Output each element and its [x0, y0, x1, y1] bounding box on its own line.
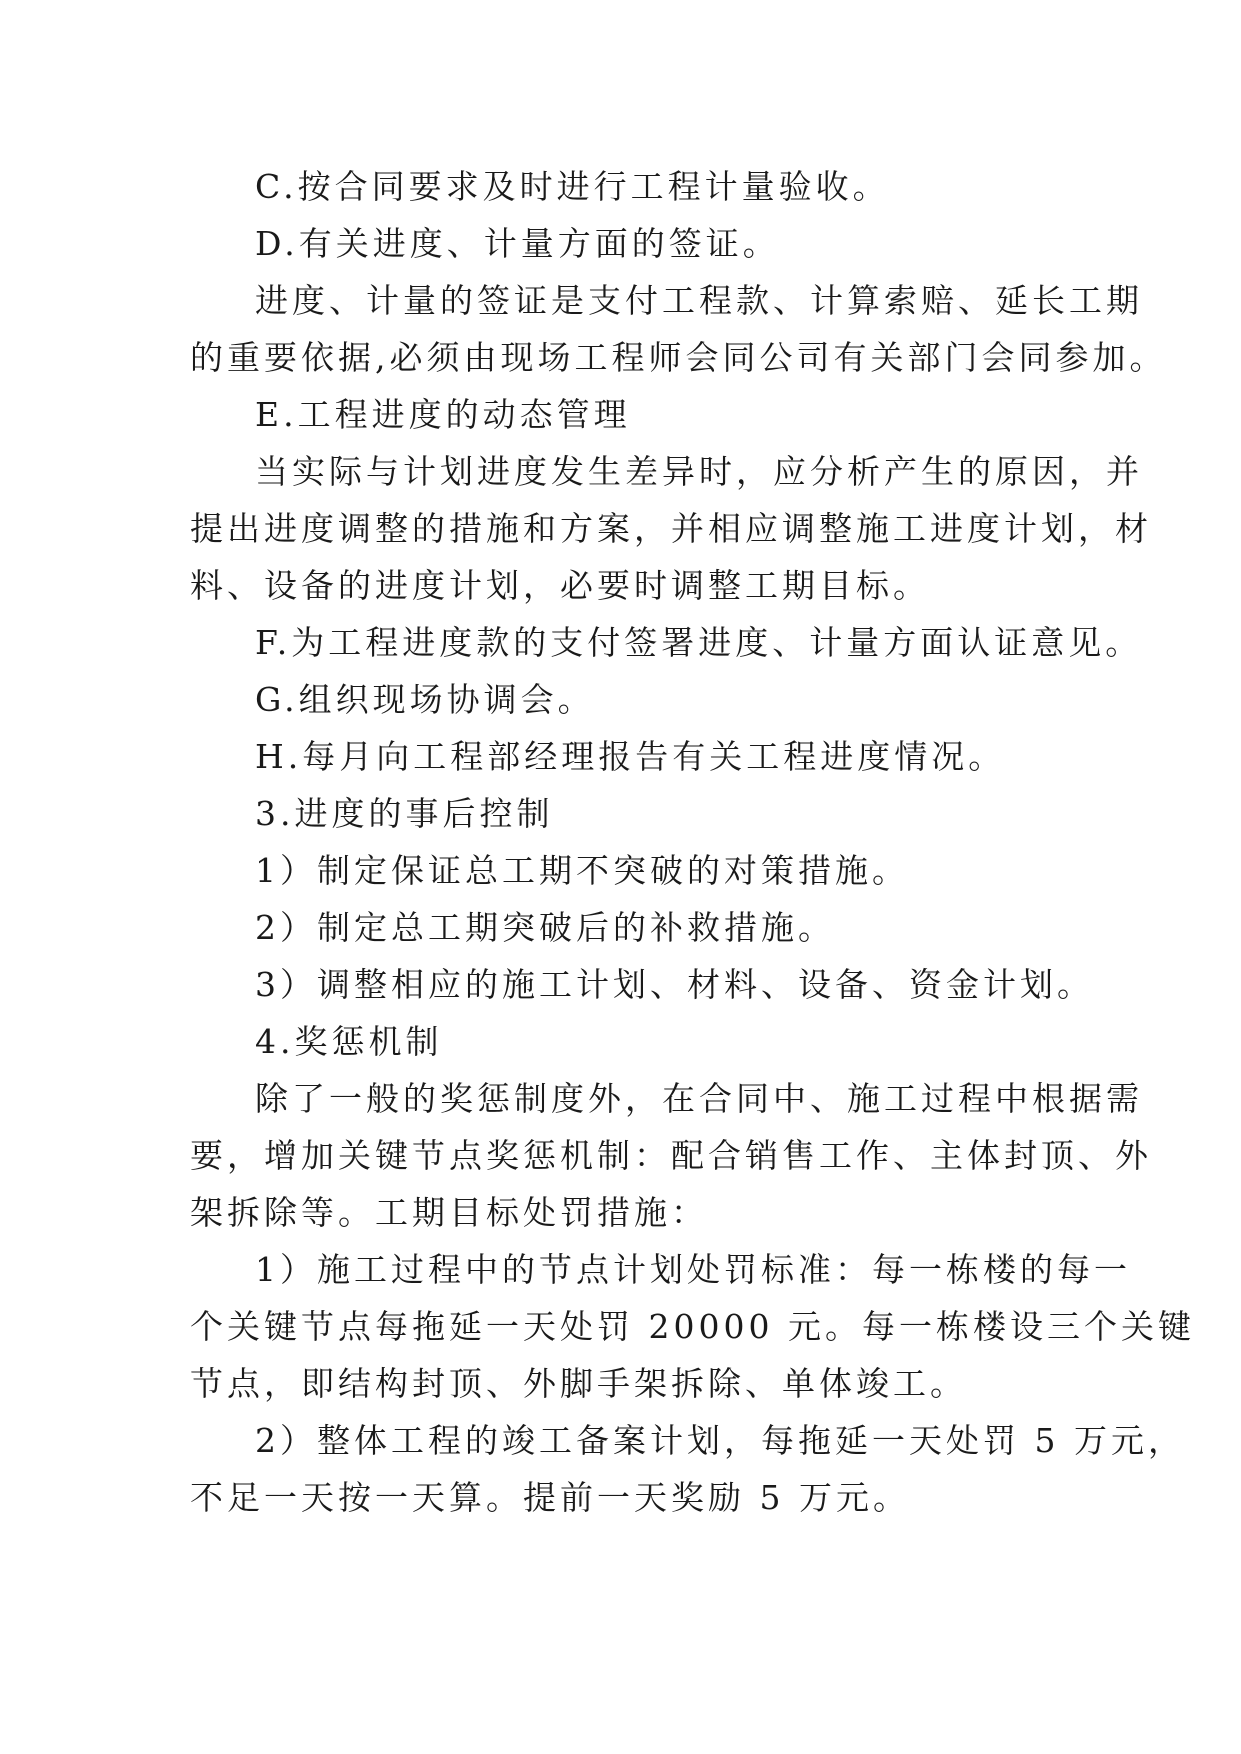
paragraph-line: 不足一天按一天算。提前一天奖励 5 万元。 [190, 1478, 910, 1517]
list-item: 1）施工过程中的节点计划处罚标准：每一栋楼的每一 [255, 1250, 1131, 1289]
item-f: F.为工程进度款的支付签署进度、计量方面认证意见。 [255, 623, 1143, 662]
list-item: 2）整体工程的竣工备案计划，每拖延一天处罚 5 万元， [255, 1421, 1185, 1460]
item-h: H.每月向工程部经理报告有关工程进度情况。 [255, 737, 1006, 776]
item-e: E.工程进度的动态管理 [255, 395, 631, 434]
paragraph-line: 提出进度调整的措施和方案，并相应调整施工进度计划，材 [190, 509, 1152, 548]
paragraph-line: 节点，即结构封顶、外脚手架拆除、单体竣工。 [190, 1364, 967, 1403]
paragraph-line: 除了一般的奖惩制度外，在合同中、施工过程中根据需 [255, 1079, 1143, 1118]
list-item: 2）制定总工期突破后的补救措施。 [255, 908, 835, 947]
paragraph-line: 的重要依据,必须由现场工程师会同公司有关部门会同参加。 [190, 338, 1167, 377]
item-d: D.有关进度、计量方面的签证。 [255, 224, 780, 263]
paragraph-line: 料、设备的进度计划，必要时调整工期目标。 [190, 566, 930, 605]
paragraph-line: 架拆除等。工期目标处罚措施： [190, 1193, 708, 1232]
paragraph-line: 个关键节点每拖延一天处罚 20000 元。每一栋楼设三个关键 [190, 1307, 1195, 1346]
section-heading: 4.奖惩机制 [255, 1022, 443, 1061]
item-c: C.按合同要求及时进行工程计量验收。 [255, 167, 890, 206]
paragraph-line: 当实际与计划进度发生差异时，应分析产生的原因，并 [255, 452, 1143, 491]
list-item: 3）调整相应的施工计划、材料、设备、资金计划。 [255, 965, 1094, 1004]
section-heading: 3.进度的事后控制 [255, 794, 554, 833]
paragraph-line: 要，增加关键节点奖惩机制：配合销售工作、主体封顶、外 [190, 1136, 1152, 1175]
item-g: G.组织现场协调会。 [255, 680, 595, 719]
list-item: 1）制定保证总工期不突破的对策措施。 [255, 851, 909, 890]
paragraph-line: 进度、计量的签证是支付工程款、计算索赔、延长工期 [255, 281, 1143, 320]
